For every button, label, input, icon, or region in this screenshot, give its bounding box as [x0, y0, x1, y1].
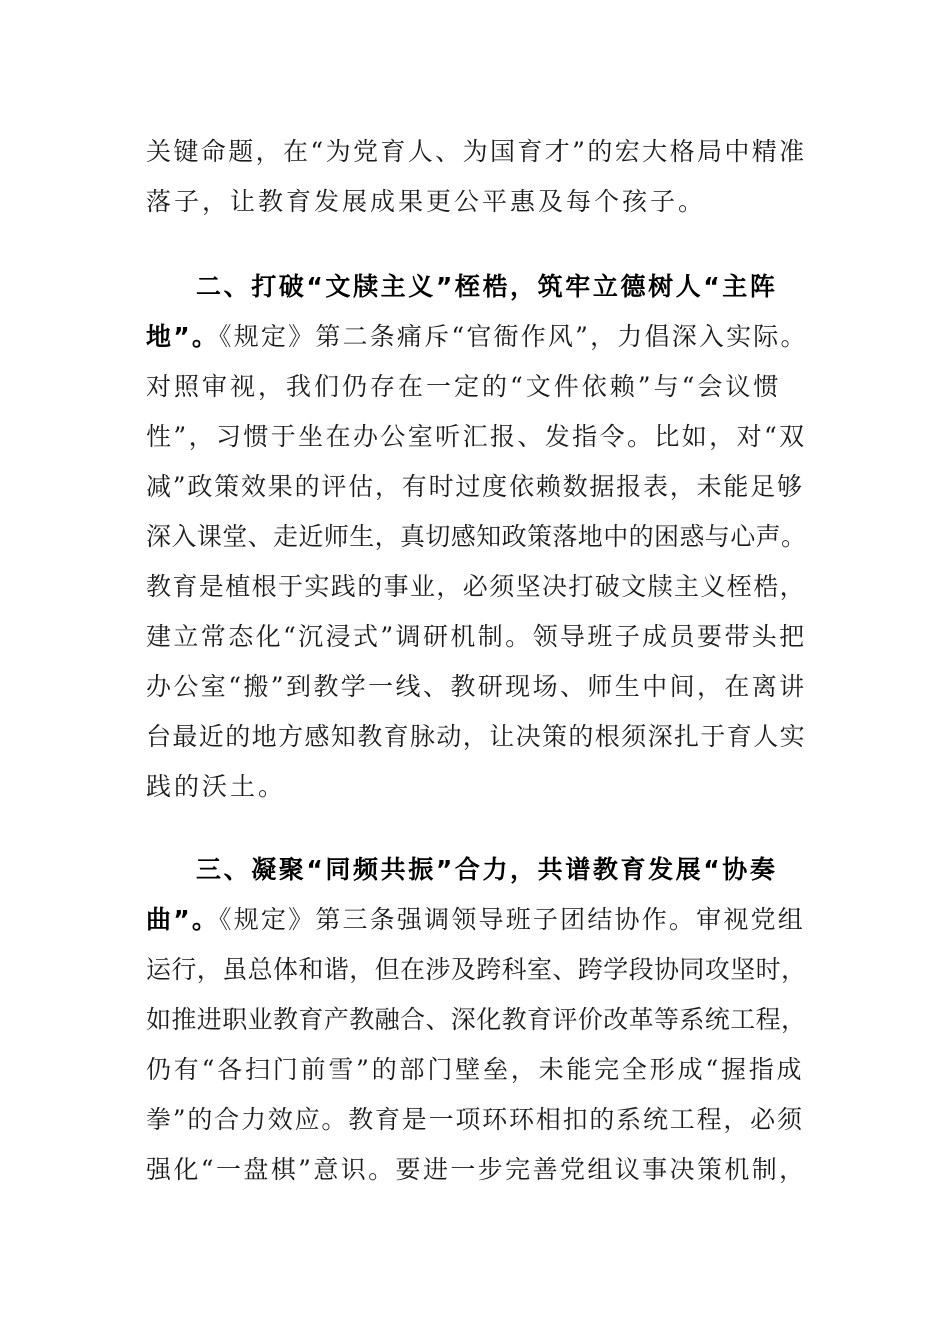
section-heading-2-cont: 地”。	[146, 322, 220, 351]
paragraph-line: 办公室“搬”到教学一线、教研现场、师生中间，在离讲	[146, 672, 807, 701]
paragraph-line: 建立常态化“沉浸式”调研机制。领导班子成员要带头把	[146, 622, 807, 651]
paragraph-line: 对照审视，我们仍存在一定的“文件依赖”与“会议惯	[146, 372, 782, 401]
paragraph-line: 运行，虽总体和谐，但在涉及跨科室、跨学段协同攻坚时，	[146, 955, 807, 984]
paragraph-line: 关键命题，在“为党育人、为国育才”的宏大格局中精准	[146, 137, 807, 166]
paragraph-line: 仍有“各扫门前雪”的部门壁垒，未能完全形成“握指成	[146, 1055, 805, 1084]
paragraph-line	[146, 896, 805, 944]
paragraph-line	[146, 313, 808, 361]
paragraph-text: 《规定》第二条痛斥“官衙作风”，力倡深入实际。	[219, 322, 808, 351]
paragraph-text: 《规定》第三条强调领导班子团结协作。审视党组	[219, 905, 805, 934]
paragraph-line: 教育是植根于实践的事业，必须坚决打破文牍主义桎梏，	[146, 572, 807, 601]
paragraph-line: 践的沃土。	[146, 772, 287, 801]
paragraph-line: 拳”的合力效应。教育是一项环环相扣的系统工程，必须	[146, 1105, 804, 1134]
paragraph-line: 减”政策效果的评估，有时过度依赖数据报表，未能足够	[146, 472, 804, 501]
paragraph-line: 如推进职业教育产教融合、深化教育评价改革等系统工程，	[146, 1005, 807, 1034]
section-heading-3-cont: 曲”。	[146, 905, 220, 934]
section-heading-2: 二、打破“文牍主义”桎梏，筑牢立德树人“主阵	[196, 272, 778, 301]
paragraph-line: 台最近的地方感知教育脉动，让决策的根须深扎于育人实	[146, 722, 807, 751]
section-heading-3: 三、凝聚“同频共振”合力，共谱教育发展“协奏	[196, 855, 778, 884]
paragraph-line: 落子，让教育发展成果更公平惠及每个孩子。	[146, 187, 707, 216]
paragraph-line: 强化“一盘棋”意识。要进一步完善党组议事决策机制，	[146, 1155, 807, 1184]
paragraph-line: 性”，习惯于坐在办公室听汇报、发指令。比如，对“双	[146, 422, 807, 451]
paragraph-line: 深入课堂、走近师生，真切感知政策落地中的困惑与心声。	[146, 522, 807, 551]
